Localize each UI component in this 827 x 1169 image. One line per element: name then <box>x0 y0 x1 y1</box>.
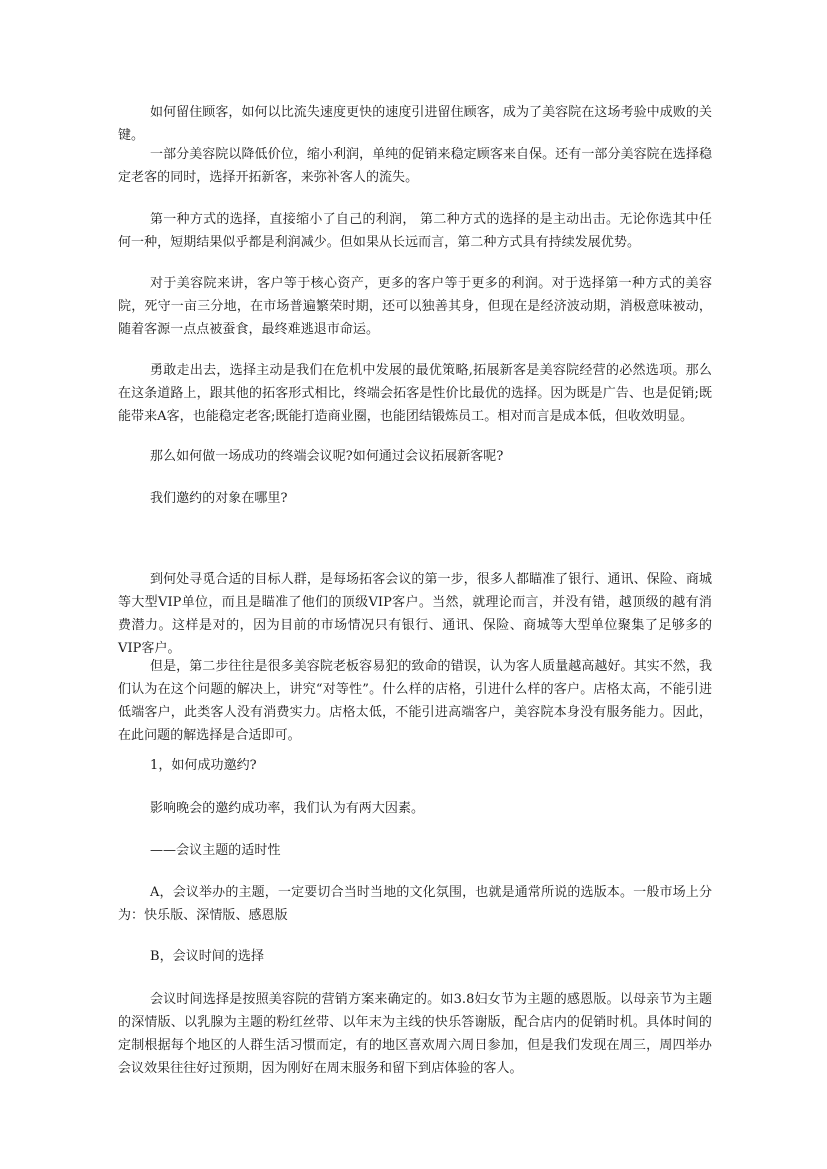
paragraph-strategy-comparison: 第一种方式的选择，直接缩小了自己的利润， 第二种方式的选择的是主动出击。无论你选其中任何一种，短期结果似乎都是利润减少。但如果从长远而言，第二种方式具有持续发展优势。 <box>118 212 712 250</box>
paragraph-theme-versions: A，会议举办的主题，一定要切合当时当地的文化氛围，也就是通常所说的选版本。一般市场上分为：快乐版、深情版、感恩版 <box>118 885 712 923</box>
paragraph-two-strategies: 一部分美容院以降低价位，缩小利润，单纯的促销来稳定顾客来自保。还有一部分美容院在选择稳定老客的同时，选择开拓新客，来弥补客人的流失。 <box>118 147 712 185</box>
paragraph-heading-meeting-time: B，会议时间的选择 <box>150 949 265 964</box>
paragraph-find-target-group: 到何处寻觅合适的目标人群，是每场拓客会议的第一步，很多人都瞄准了银行、通讯、保险、商城等大型VIP单位，而且是瞄准了他们的顶级VIP客户。当然，就理论而言，并没有错，越顶级的越有消费潜力。这样是对的，因为目前的市场情况只有银行、通讯、保险、商城等大型单位聚集了足够多的VIP客户。 <box>118 572 712 656</box>
paragraph-question-successful-meeting: 那么如何做一场成功的终端会议呢?如何通过会议拓展新客呢? <box>150 449 504 464</box>
paragraph-customers-as-assets: 对于美容院来讲，客户等于核心资产，更多的客户等于更多的利润。对于选择第一种方式的美容院，死守一亩三分地，在市场普遍繁荣时期，还可以独善其身，但现在是经济波动期，消极意味被动，随着客源一点点被蚕食，最终难逃退市命运。 <box>118 276 712 337</box>
paragraph-go-out-boldly: 勇敢走出去，选择主动是我们在危机中发展的最优策略,拓展新客是美容院经营的必然选项。那么在这条道路上，跟其他的拓客形式相比，终端会拓客是性价比最优的选择。因为既是广告、也是促销;既能带来A客，也能稳定老客;既能打造商业圈，也能团结锻炼员工。相对而言是成本低，但收效明显。 <box>118 363 712 424</box>
paragraph-two-factors: 影响晚会的邀约成功率，我们认为有两大因素。 <box>150 801 425 816</box>
paragraph-equivalence: 但是，第二步往往是很多美容院老板容易犯的致命的错误，认为客人质量越高越好。其实不然，我们认为在这个问题的解决上，讲究“对等性”。什么样的店格，引进什么样的客户。店格太高，不能引进低端客户，此类客人没有消费实力。店格太低，不能引进高端客户，美容院本身没有服务能力。因此，在此问题的解选择是合适即可。 <box>118 659 712 743</box>
paragraph-heading-theme-timeliness: ——会议主题的适时性 <box>150 843 281 858</box>
paragraph-retain-customers: 如何留住顾客，如何以比流失速度更快的速度引进留住顾客，成为了美容院在这场考验中成败的关键。 <box>118 105 712 143</box>
paragraph-question-invite-target: 我们邀约的对象在哪里? <box>150 491 288 506</box>
paragraph-heading-how-to-invite: 1，如何成功邀约? <box>150 758 257 773</box>
paragraph-meeting-time-selection: 会议时间选择是按照美容院的营销方案来确定的。如3.8妇女节为主题的感恩版。以母亲节为主题的深情版、以乳腺为主题的粉红丝带、以年末为主线的快乐答谢版，配合店内的促销时机。具体时间的定制根据每个地区的人群生活习惯而定，有的地区喜欢周六周日参加，但是我们发现在周三，周四举办会议效果往往好过预期，因为刚好在周末服务和留下到店体验的客人。 <box>118 992 712 1076</box>
